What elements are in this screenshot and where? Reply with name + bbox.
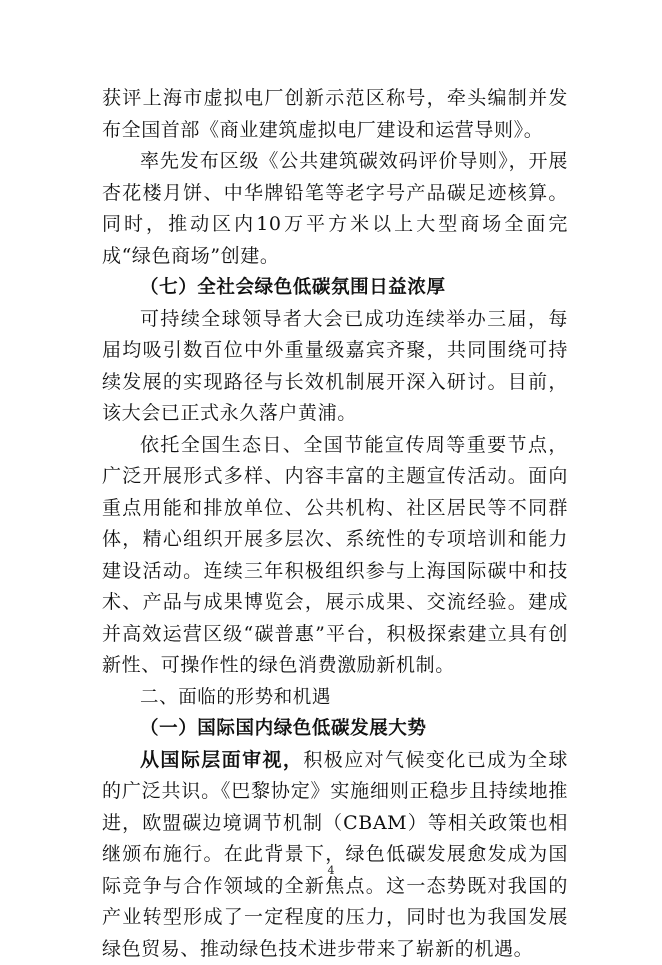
section-heading-seven: （七）全社会绿色低碳氛围日益浓厚 (102, 272, 568, 304)
document-body (102, 83, 568, 965)
paragraph-body-text: 积极应对气候变化已成为全球的广泛共识。《巴黎协定》实施细则正稳步且持续地推进，欧盟碳边境调节机制（CBAM）等相关政策也相继颁布施行。在此背景下，绿色低碳发展愈发成为国际竞争与合作领域的全新焦点。这一态势既对我国的产业转型形成了一定程度的压力，同时也为我国发展绿色贸易、推动绿色技术进步带来了崭新的机遇。 (102, 749, 568, 960)
paragraph-virtual-power-plant: 获评上海市虚拟电厂创新示范区称号，牵头编制并发布全国首部《商业建筑虚拟电厂建设和运营导则》。 (102, 83, 568, 146)
paragraph-lead-phrase: 从国际层面审视， (140, 749, 303, 771)
paragraph-sustainability-summit: 可持续全球领导者大会已成功连续举办三届，每届均吸引数百位中外重量级嘉宾齐聚，共同围绕可持续发展的实现路径与长效机制展开深入研讨。目前，该大会已正式永久落户黄浦。 (102, 304, 568, 430)
paragraph-international-perspective (102, 745, 568, 965)
section-heading-one: （一）国际国内绿色低碳发展大势 (102, 713, 568, 745)
page-number: 4 (0, 864, 662, 877)
chapter-heading-two: 二、面临的形势和机遇 (102, 682, 568, 714)
paragraph-publicity-activities: 依托全国生态日、全国节能宣传周等重要节点，广泛开展形式多样、内容丰富的主题宣传活动。面向重点用能和排放单位、公共机构、社区居民等不同群体，精心组织开展多层次、系统性的专项培训和能力建设活动。连续三年积极组织参与上海国际碳中和技术、产品与成果博览会，展示成果、交流经验。建成并高效运营区级“碳普惠”平台，积极探索建立具有创新性、可操作性的绿色消费激励新机制。 (102, 430, 568, 682)
paragraph-carbon-efficiency: 率先发布区级《公共建筑碳效码评价导则》，开展杏花楼月饼、中华牌铅笔等老字号产品碳足迹核算。同时，推动区内10万平方米以上大型商场全面完成“绿色商场”创建。 (102, 146, 568, 272)
